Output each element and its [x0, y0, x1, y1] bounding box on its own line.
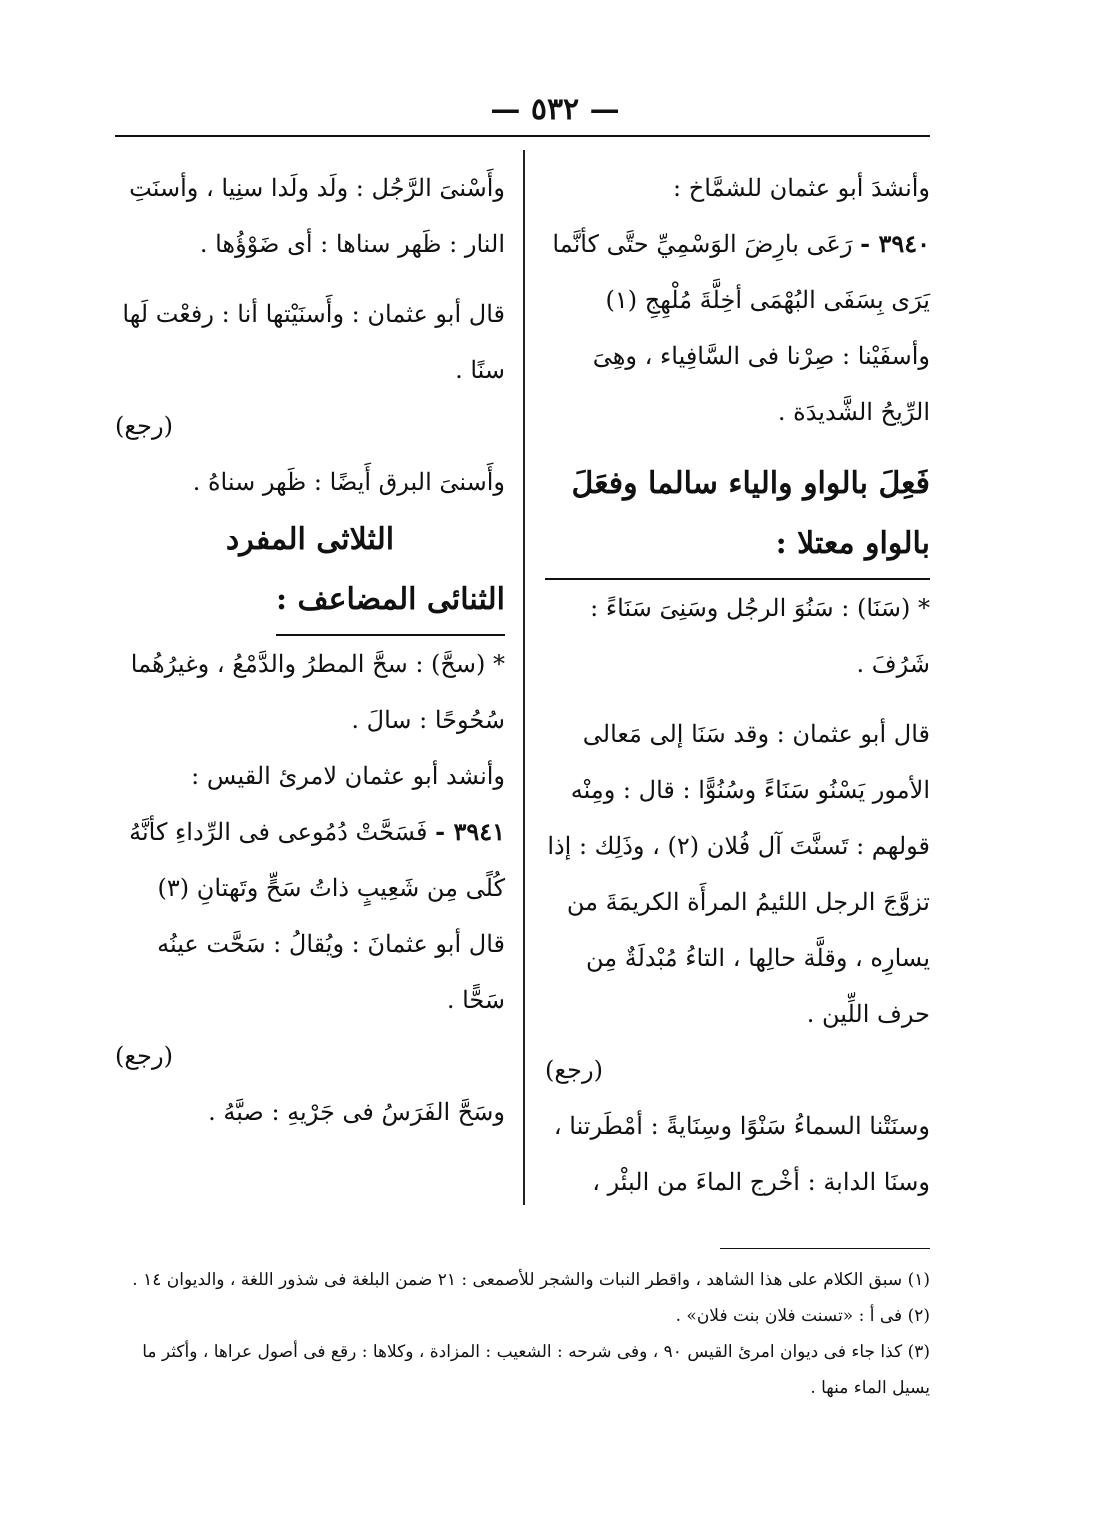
left-column	[115, 160, 505, 1140]
section-heading-text: الثنائى المضاعف :	[276, 570, 505, 636]
footnote-3: (٣) كذا جاء فى ديوان امرئ القيس ٩٠ ، وفى شرحه : الشعيب : المزادة ، وكلاها : رقع فى أصول عراها ، وأكثر ما يسيل الماء منها .	[142, 1342, 930, 1398]
column-divider	[523, 150, 525, 1205]
right-column	[545, 160, 930, 1210]
return-marker: (رجع)	[115, 412, 173, 440]
verse-line-2: كُلًى مِن شَعِيبٍ ذاتُ سَحٍّ وتَهتانِ (٣)	[157, 874, 505, 902]
paragraph: وسنَتْنا السماءُ سَنْوًا وسِنَايةً : أمْطَرتنا ، وسنَا الدابة : أخْرج الماءَ من البئْر ،	[553, 1112, 930, 1196]
verse-line	[545, 216, 930, 272]
paragraph: قال أبو عثمان : وأَسنَيْتها أنا : رفعْت لَها سنًا .	[122, 300, 505, 384]
paragraph: وأَسنىَ البرق أَيضًا : ظَهر سناهُ .	[192, 468, 505, 496]
return-marker: (رجع)	[115, 1042, 173, 1070]
paragraph: قال أبو عثمانَ : ويُقالُ : سَحَّت عينُه سَحًّا .	[157, 930, 505, 1014]
paragraph: قال أبو عثمان : وقد سَنَا إلى مَعالى الأمور يَسْنُو سَنَاءً وسُنُوًّا : قال : ومِنْه قولهم : تَسنَّتَ آل فُلان (٢) ، وذَلِك : إذا تزوَّجَ الرجل اللئيمُ المرأَة الكريمَةَ من يسارِه ، وقلَّة حالِها ، التاءُ مُبْدلَةٌ مِن حرف اللِّين .	[547, 720, 930, 1028]
verse-text: فَسَحَّتْ دُمُوعى فى الرِّداءِ كأنَّهُ	[129, 818, 428, 846]
footnote-1: (١) سبق الكلام على هذا الشاهد ، واقطر النبات والشجر للأصمعى : ٢١ ضمن البلغة فى شذور اللغة ، والديوان ١٤ .	[132, 1270, 930, 1290]
header-rule	[115, 135, 930, 137]
paragraph: وأنشدَ أبو عثمان للشمَّاخ :	[672, 174, 930, 202]
section-heading-text: فَعِلَ بالواو والياء سالما وفعَلَ بالواو معتلا :	[545, 454, 930, 580]
entry-paragraph: * (سَنَا) : سَنُوَ الرجُل وسَنِىَ سَنَاءً : شَرُفَ .	[590, 594, 930, 678]
paragraph: وأسفَيْنا : صِرْنا فى السَّافِياء ، وهِىَ الرِّيحُ الشَّديدَة .	[592, 342, 930, 426]
footnote-rule	[720, 1248, 930, 1249]
verse-line-2: يَرَى بِسَفَى البُهْمَى أخِلَّةَ مُلْهِجِ (١)	[605, 286, 930, 314]
verse-number: ٣٩٤٠ -	[860, 229, 930, 258]
paragraph: وأنشد أبو عثمان لامرئ القيس :	[191, 762, 505, 790]
paragraph: وأَسْنىَ الرَّجُل : ولَد ولَدا سنِيا ، وأسنَتِ النار : ظَهر سناها : أى ضَوْؤُها .	[129, 174, 505, 258]
return-marker: (رجع)	[545, 1056, 603, 1084]
entry-paragraph: * (سحَّ) : سحَّ المطرُ والدَّمْعُ ، وغيرُهُما سُحُوحًا : سالَ .	[130, 650, 505, 734]
verse-line	[115, 804, 505, 860]
section-heading	[545, 454, 930, 580]
section-heading	[115, 570, 505, 636]
footnote-2: (٢) فى أ : «تسنت فلان بنت فلان» .	[675, 1306, 930, 1326]
page-number: — ٥٣٢ —	[490, 92, 620, 127]
footnotes	[115, 1262, 930, 1406]
chapter-heading: الثلاثى المفرد	[225, 522, 395, 557]
verse-text: رَعَى بارِضَ الوَسْمِيِّ حتَّى كأنَّما	[552, 230, 853, 258]
paragraph: وسَحَّ الفَرَسُ فى جَرْيهِ : صبَّهُ .	[208, 1098, 505, 1126]
verse-number: ٣٩٤١ -	[435, 817, 505, 846]
